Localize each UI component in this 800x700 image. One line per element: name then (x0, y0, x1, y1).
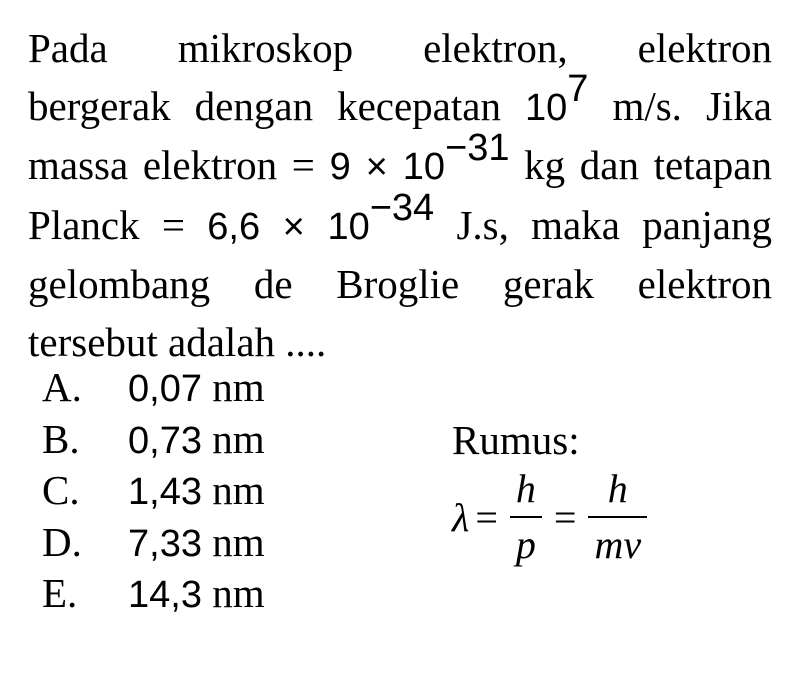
option-value: 1,43 (128, 471, 202, 514)
option-letter: E. (42, 570, 78, 617)
question-text (28, 20, 772, 371)
question-line-2-text: bergerak dengan kecepatan (28, 82, 525, 129)
question-line-2 (28, 67, 772, 138)
equals-sign: = (553, 494, 577, 540)
option-value: 14,3 (128, 574, 202, 617)
fraction-denominator: p (515, 522, 536, 567)
planck-exponent: −34 (369, 186, 435, 229)
option-letter: C. (42, 467, 80, 514)
option-e[interactable] (42, 568, 265, 620)
lambda-symbol: λ (452, 494, 470, 540)
question-line-6: tersebut adalah .... (28, 318, 327, 365)
question-line-5: gelombang de Broglie gerak elektron (28, 261, 772, 307)
fraction-h-over-mv (588, 466, 647, 568)
question-line-3-text: massa elektron = (28, 142, 330, 188)
question-line-4 (28, 186, 772, 257)
option-b[interactable] (42, 414, 265, 466)
option-unit: nm (201, 518, 265, 565)
fraction-h-over-p (510, 466, 542, 568)
option-value: 0,07 (128, 368, 202, 410)
option-unit: nm (201, 467, 265, 514)
answer-options (42, 362, 265, 620)
question-line-4-text: Planck = (28, 201, 208, 248)
option-unit: nm (201, 415, 265, 462)
fraction-numerator: h (515, 466, 536, 511)
option-d[interactable] (42, 517, 265, 569)
option-letter: A. (42, 364, 82, 410)
option-value: 7,33 (128, 522, 202, 565)
de-broglie-formula (452, 466, 653, 568)
option-unit: nm (201, 570, 265, 617)
option-value: 0,73 (128, 419, 202, 462)
fraction-denominator: mv (594, 522, 642, 567)
fraction-numerator: h (607, 466, 628, 511)
question-line-1: Pada mikroskop elektron, elektron (28, 25, 772, 71)
option-letter: D. (42, 518, 82, 565)
velocity-exponent: 7 (567, 67, 589, 110)
option-a[interactable] (42, 362, 265, 414)
mass-exponent: −31 (445, 127, 510, 170)
planck-coefficient: 6,6 × 10 (207, 205, 370, 248)
question-line-3-tail: kg dan tetapan (509, 142, 772, 188)
velocity-base: 10 (525, 86, 568, 129)
option-c[interactable] (42, 465, 265, 517)
question-line-2-tail: m/s. Jika (588, 82, 772, 129)
question-line-4-tail: J.s, maka panjang (434, 201, 772, 248)
mass-coefficient: 9 × 10 (329, 146, 446, 188)
formula-label: Rumus: (452, 417, 580, 463)
equals-sign: = (475, 494, 498, 540)
option-letter: B. (42, 415, 80, 462)
option-unit: nm (201, 364, 265, 410)
